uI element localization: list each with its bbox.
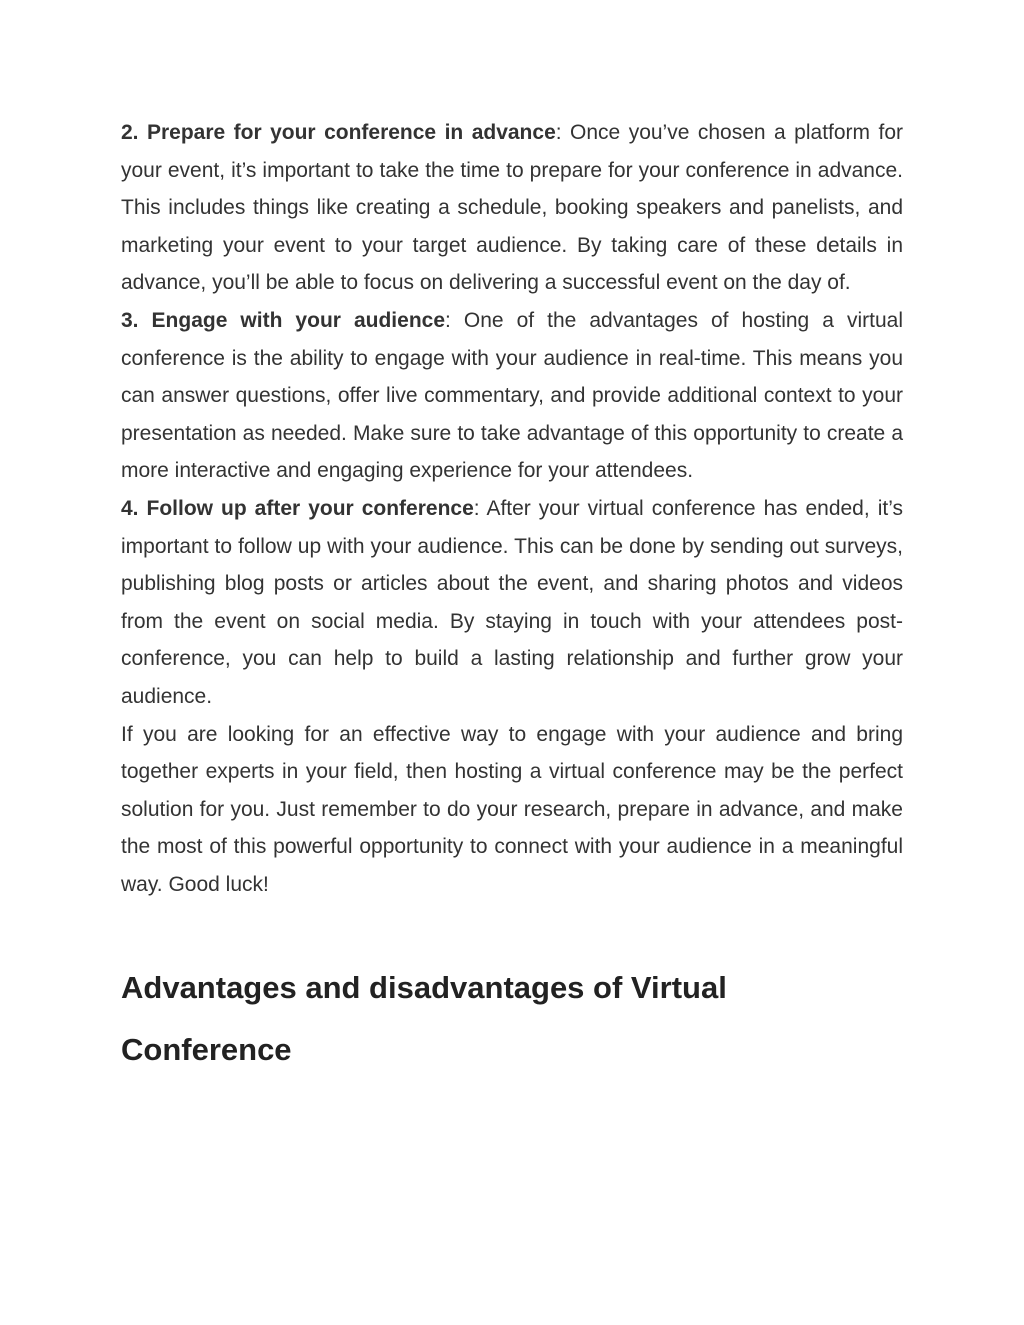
step-3-paragraph: [121, 302, 903, 490]
step-4-paragraph: [121, 490, 903, 716]
step-4-body: : After your virtual conference has ended, it’s important to follow up with your audience. This can be done by sending out surveys, publishing blog posts or articles about the event, and sharing photos and videos from the event on social media. By staying in touch with your attendees post-conference, you can help to build a lasting relationship and further grow your audience.: [121, 496, 903, 708]
step-3-lead: 3. Engage with your audience: [121, 308, 446, 332]
step-4-lead: 4. Follow up after your conference: [121, 496, 474, 520]
document-page: [121, 114, 903, 1081]
step-2-body: : Once you’ve chosen a platform for your event, it’s important to take the time to prepare for your conference in advance. This includes things like creating a schedule, booking speakers and panelists, and marketing your event to your target audience. By taking care of these details in advance, you’ll be able to focus on delivering a successful event on the day of.: [121, 121, 903, 295]
step-2-paragraph: [121, 114, 903, 302]
step-3-body: : One of the advantages of hosting a virtual conference is the ability to engage with your audience in real-time. This means you can answer questions, offer live commentary, and provide additional context to your presentation as needed. Make sure to take advantage of this opportunity to create a more interactive and engaging experience for your attendees.: [121, 308, 903, 483]
section-heading: Advantages and disadvantages of Virtual Conference: [121, 970, 727, 1068]
closing-body: If you are looking for an effective way to engage with your audience and bring together experts in your field, then hosting a virtual conference may be the perfect solution for you. Just remember to do your research, prepare in advance, and make the most of this powerful opportunity to connect with your audience in a meaningful way. Good luck!: [121, 722, 903, 896]
step-2-lead: 2. Prepare for your conference in advance: [121, 121, 556, 144]
closing-paragraph: [121, 716, 903, 904]
